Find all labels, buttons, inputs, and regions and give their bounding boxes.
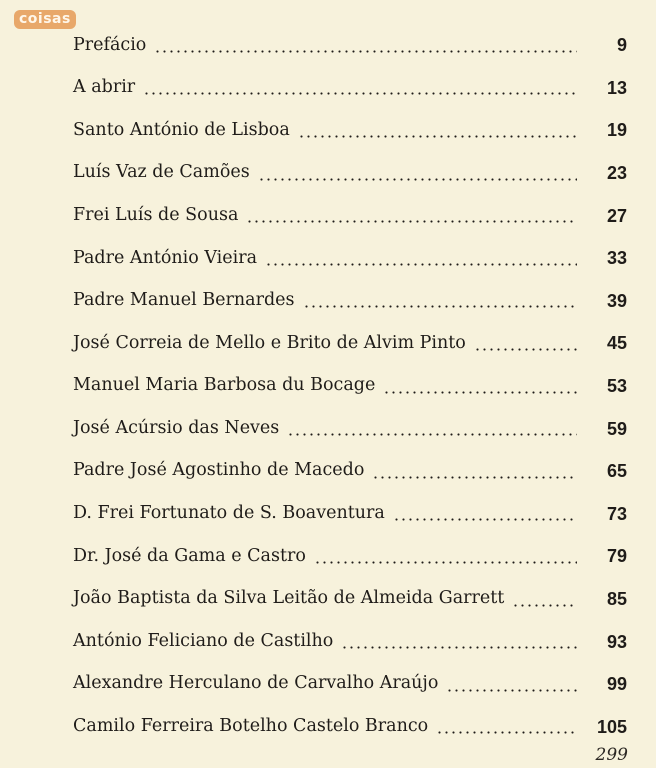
toc-entry <box>73 109 627 152</box>
toc-entry <box>73 322 627 365</box>
toc-entry-page: 39 <box>606 290 627 311</box>
toc-entry-page: 93 <box>606 631 627 652</box>
toc-entry <box>73 67 627 110</box>
toc-entry <box>73 493 627 536</box>
dot-leader <box>298 135 577 138</box>
toc-entry <box>73 450 627 493</box>
toc-entry-page: 59 <box>606 418 627 439</box>
toc-entry-page: 23 <box>606 163 627 184</box>
toc-entry-page: 85 <box>606 589 627 610</box>
table-of-contents <box>73 24 627 748</box>
toc-entry <box>73 535 627 578</box>
dot-leader <box>265 263 577 266</box>
page-number: 299 <box>595 745 628 765</box>
toc-entry-title: Frei Luís de Sousa <box>73 204 239 225</box>
toc-entry-page: 33 <box>606 248 627 269</box>
toc-entry-title: Alexandre Herculano de Carvalho Araújo <box>73 673 439 694</box>
toc-entry-title: Padre Manuel Bernardes <box>73 290 295 311</box>
toc-entry <box>73 365 627 408</box>
toc-entry <box>73 24 627 67</box>
toc-entry <box>73 237 627 280</box>
dot-leader <box>383 391 577 394</box>
toc-entry-title: Padre José Agostinho de Macedo <box>73 460 365 481</box>
toc-entry <box>73 280 627 323</box>
toc-entry <box>73 578 627 621</box>
toc-entry-title: Camilo Ferreira Botelho Castelo Branco <box>73 716 429 737</box>
toc-entry-page: 53 <box>606 376 627 397</box>
toc-entry-title: António Feliciano de Castilho <box>73 630 334 651</box>
toc-entry <box>73 663 627 706</box>
toc-entry-title: Manuel Maria Barbosa du Bocage <box>73 375 376 396</box>
toc-entry-page: 45 <box>606 333 627 354</box>
dot-leader <box>393 518 577 521</box>
dot-leader <box>303 305 577 308</box>
toc-entry <box>73 152 627 195</box>
dot-leader <box>246 220 577 223</box>
toc-entry-page: 65 <box>606 461 627 482</box>
toc-entry-page: 13 <box>606 77 627 98</box>
toc-entry-page: 19 <box>606 120 627 141</box>
toc-entry-page: 73 <box>606 503 627 524</box>
toc-entry <box>73 620 627 663</box>
dot-leader <box>258 178 577 181</box>
toc-entry-page: 105 <box>596 716 627 737</box>
toc-entry-title: Santo António de Lisboa <box>73 119 290 140</box>
dot-leader <box>341 646 577 649</box>
watermark-logo: coisas <box>14 10 76 29</box>
toc-entry-title: Luís Vaz de Camões <box>73 162 250 183</box>
toc-entry-title: D. Frei Fortunato de S. Boaventura <box>73 503 385 524</box>
toc-entry-page: 99 <box>606 674 627 695</box>
toc-entry-title: Padre António Vieira <box>73 247 258 268</box>
toc-entry-title: João Baptista da Silva Leitão de Almeida Garrett <box>73 588 505 609</box>
toc-entry-page: 79 <box>606 546 627 567</box>
dot-leader <box>314 561 577 564</box>
toc-entry <box>73 194 627 237</box>
toc-entry-title: Prefácio <box>73 34 147 55</box>
dot-leader <box>372 476 577 479</box>
dot-leader <box>287 433 577 436</box>
dot-leader <box>436 731 577 734</box>
dot-leader <box>154 50 577 53</box>
dot-leader <box>512 604 577 607</box>
toc-entry-title: José Acúrsio das Neves <box>73 417 280 438</box>
dot-leader <box>474 348 577 351</box>
toc-entry-page: 27 <box>606 205 627 226</box>
dot-leader <box>143 92 577 95</box>
toc-entry-title: A abrir <box>73 77 136 98</box>
toc-entry-page: 9 <box>616 35 627 56</box>
toc-entry <box>73 706 627 749</box>
dot-leader <box>446 689 577 692</box>
toc-entry-title: José Correia de Mello e Brito de Alvim Pinto <box>73 332 466 353</box>
toc-entry <box>73 407 627 450</box>
toc-entry-title: Dr. José da Gama e Castro <box>73 545 306 566</box>
